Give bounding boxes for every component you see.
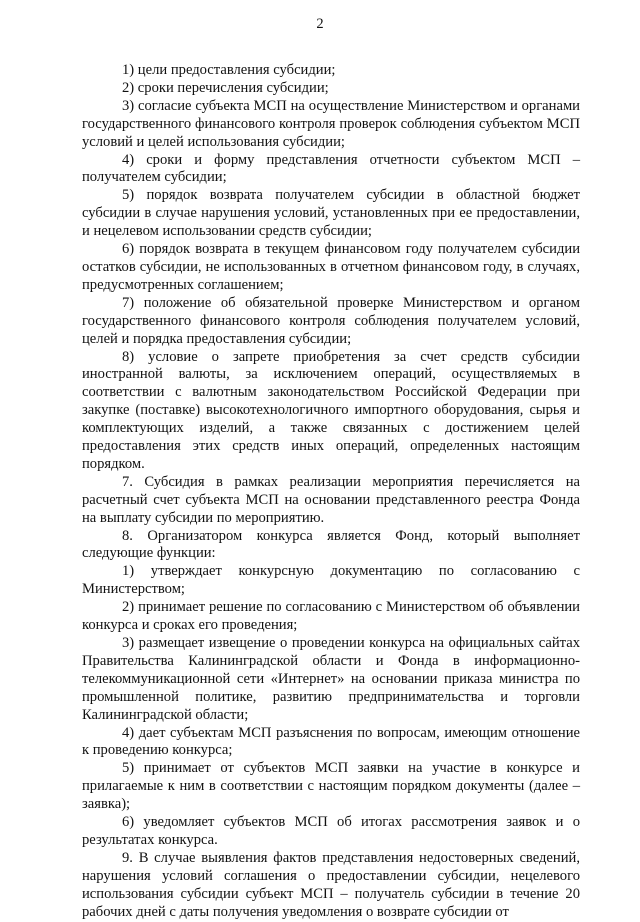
paragraph-section-8: 8. Организатором конкурса является Фонд, который выполняет следующие функции:: [82, 527, 580, 562]
paragraph-fund-function-1: 1) утверждает конкурсную документацию по согласованию с Министерством;: [82, 563, 580, 598]
paragraph-subsidy-goals: 1) цели предоставления субсидии;: [122, 62, 336, 78]
paragraph-fund-function-5: 5) принимает от субъектов МСП заявки на участие в конкурсе и прилагаемые к ним в соответствии с настоящим порядком документы (далее – заявка);: [82, 760, 580, 813]
paragraph-refund-remainder: 6) порядок возврата в текущем финансовом году получателем субсидии остатков субсидии, не использованных в отчетном финансовом году, в случаях, предусмотренных соглашением;: [82, 241, 580, 293]
paragraph-currency-ban: 8) условие о запрете приобретения за счет средств субсидии иностранной валюты, за исключением операций, осуществляемых в соответствии с валютным законодательством Российской Федерации при закупке (поставке) высокотехнологичного импортного оборудования, сырья и комплектующих изделий, а также связанных с достижением целей предоставления этих средств иных операций, определенных настоящим порядком.: [82, 348, 580, 472]
paragraph-fund-function-4: 4) дает субъектам МСП разъяснения по вопросам, имеющим отношение к проведению конкурса;: [82, 724, 580, 759]
paragraph-section-9: 9. В случае выявления фактов представления недостоверных сведений, нарушения условий соглашения о предоставлении субсидии, нецелевого использования субсидии субъект МСП – получатель субсидии в течение 20 рабочих дней с даты получения уведомления о возврате субсидии от: [82, 849, 580, 920]
paragraph-audit-consent: 3) согласие субъекта МСП на осуществление Министерством и органами государственного финансового контроля проверок соблюдения субъектом МСП условий и целей использования субсидии;: [82, 97, 580, 150]
page-number: 2: [316, 16, 324, 32]
document-body: [82, 62, 580, 922]
paragraph-reporting-terms: 4) сроки и форму представления отчетности субъектом МСП – получателем субсидии;: [82, 151, 580, 186]
paragraph-fund-function-2: 2) принимает решение по согласованию с Министерством об объявлении конкурса и сроках его проведения;: [82, 599, 580, 634]
paragraph-mandatory-check: 7) положение об обязательной проверке Министерством и органом государственного финансового контроля соблюдения получателем условий, целей и порядка предоставления субсидии;: [82, 294, 580, 347]
paragraph-refund-violation: 5) порядок возврата получателем субсидии в областной бюджет субсидии в случае нарушения условий, установленных при ее предоставлении, и нецелевом использовании средств субсидии;: [82, 187, 580, 240]
paragraph-section-7: 7. Субсидия в рамках реализации мероприятия перечисляется на расчетный счет субъекта МСП на основании представленного реестра Фонда на выплату субсидии по мероприятию.: [82, 473, 580, 526]
paragraph-transfer-terms: 2) сроки перечисления субсидии;: [122, 79, 329, 96]
paragraph-fund-function-6: 6) уведомляет субъектов МСП об итогах рассмотрения заявок и о результатах конкурса.: [82, 814, 580, 848]
paragraph-fund-function-3: 3) размещает извещение о проведении конкурса на официальных сайтах Правительства Калининградской области и Фонда в информационно-телекоммуникационной сети «Интернет» на основании приказа министра по промышленной политике, развитию предпринимательства и торговли Калининградской области;: [82, 635, 580, 723]
